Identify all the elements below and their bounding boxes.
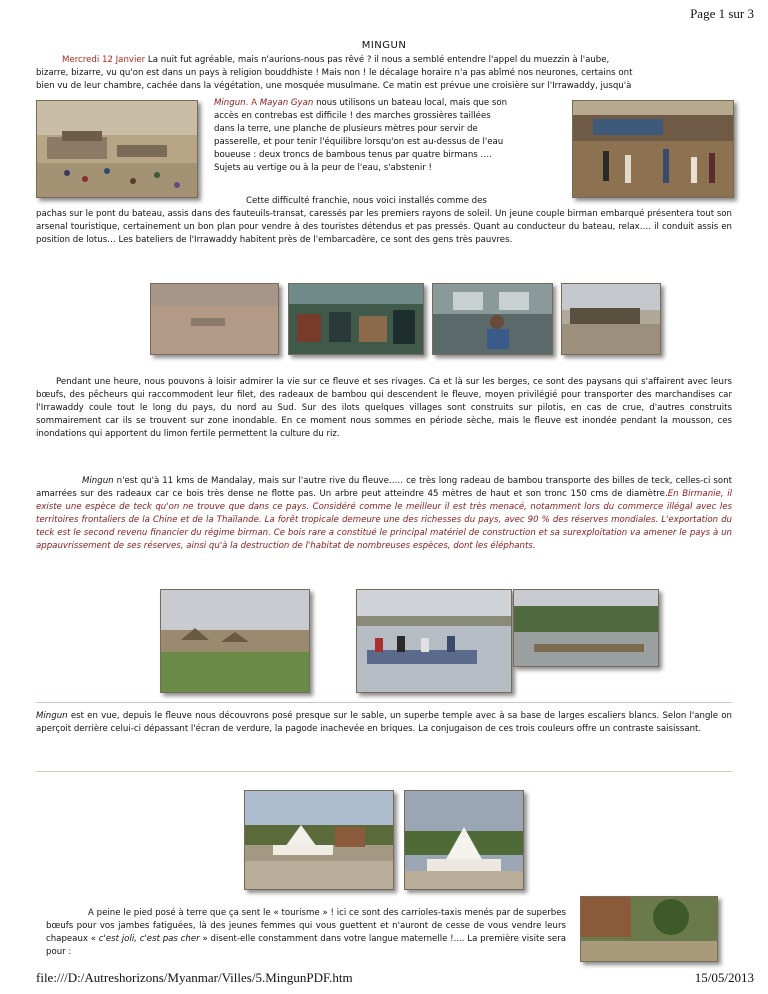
paragraph-temple-view bbox=[36, 710, 732, 736]
footer-file-path: file:///D:/Autreshorizons/Myanmar/Villes/5.MingunPDF.htm bbox=[36, 970, 353, 985]
page-number: Page 1 sur 3 bbox=[690, 6, 754, 21]
paragraph-river-life bbox=[36, 376, 732, 441]
place-name: Mingun bbox=[36, 711, 68, 721]
intro-paragraph bbox=[36, 54, 732, 93]
paragraph-boat-deck bbox=[36, 195, 732, 247]
photo-river-sandbank bbox=[150, 283, 279, 355]
paragraph-teak bbox=[36, 475, 732, 553]
photo-riverbank-boats bbox=[36, 100, 198, 198]
text-line: La nuit fut agréable, mais n'aurions-nous pas rêvé ? il nous a semblé entendre l'appel du muezzin à l'aube, bbox=[145, 55, 610, 65]
photo-tourist-boat bbox=[356, 589, 512, 693]
text-fragment: . A bbox=[245, 98, 260, 108]
paragraph-arrival bbox=[46, 907, 566, 959]
text-fragment: n'est qu'à 11 kms de Mandalay, mais sur l'autre rive du fleuve….. ce très long radeau de bambou transporte des billes de teck, celles-ci sont amarrées sur des radeaux car ce bois très dense ne flotte pas. Un arbre peut atteindre 45 mètres de haut et son tronc 150 cms de diamètre. bbox=[36, 476, 732, 499]
text-fragment: est en vue, depuis le fleuve nous découvrons posé presque sur le sable, un superbe temple avec à sa base de larges escaliers blancs. Selon l'angle on aperçoit derrière celui-ci dépassant l'écran de verdure, la pagode inachevée en briques. La conjugaison de ces trois couleurs offre un contraste saisissant. bbox=[36, 711, 732, 734]
photo-deck-passengers bbox=[288, 283, 424, 355]
text-line: Sujets au vertige ou à la peur de l'eau, s'abstenir ! bbox=[214, 163, 432, 173]
photo-carriage-trees bbox=[580, 896, 718, 962]
place-name: Mayan Gyan bbox=[259, 98, 314, 108]
photo-temple-riverside bbox=[244, 790, 394, 890]
date-label: Mercredi 12 Janvier bbox=[62, 55, 146, 65]
photo-bamboo-raft bbox=[513, 589, 659, 667]
text-line: boueuse : deux troncs de bambous tenus par quatre birmans …. bbox=[214, 150, 492, 160]
text-fragment: A peine le pied posé à terre que ça sent le « tourisme » ! ici ce sont des carrioles-taxis menés par de superbes bœufs pour vos jambes fatiguées, là des jeunes femmes qui vous guettent et n'auront de cesse de vous vendre leurs chapeaux « bbox=[46, 908, 566, 944]
text-line: dans la terre, une planche de plusieurs mètres pour servir de bbox=[214, 124, 478, 134]
text-line: bizarre, bizarre, vu qu'on est dans un pays à religion bouddhiste ! Mais non ! le décalage horaire n'a pas abîmé nos neurones, certains ont bbox=[36, 68, 633, 78]
intro-paragraph-continued bbox=[214, 97, 562, 175]
place-name: Mingun bbox=[214, 98, 246, 108]
text-line: accès en contrebas est difficile ! des marches grossières taillées bbox=[214, 111, 491, 121]
text-block: Pendant une heure, nous pouvons à loisir admirer la vie sur ce fleuve et ses rivages. Ca et là sur les berges, ce sont des paysans qui s'affairent avec leurs bœufs, des pêcheurs qui raccommodent leur filet, des radeaux de bambou qui descendent le fleuve, moyen privilégié pour transporter des marchandises car l'Irrawaddy coule tout le long du pays, du nord au Sud. Sur des ilots quelques villages sont construits sur pilotis, en cas de crue, d'autres construits sommairement car ils se trouvent sur zone inondable. En ce moment nous sommes en période sèche, mais le fleuve est inondée pendant la mousson, ces inondations qui apportent du limon fertile permettent la culture du riz. bbox=[36, 377, 732, 439]
place-name: Mingun bbox=[82, 476, 114, 486]
text-line: passerelle, et pour tenir l'équilibre lorsqu'on est au-dessus de l'eau bbox=[214, 137, 504, 147]
divider bbox=[36, 771, 732, 772]
divider bbox=[36, 702, 732, 703]
quote-text: c'est joli, c'est pas cher bbox=[98, 934, 200, 944]
footer-date: 15/05/2013 bbox=[694, 970, 754, 985]
photo-white-temple bbox=[404, 790, 524, 890]
text-fragment: nous utilisons un bateau local, mais que son bbox=[313, 98, 508, 108]
photo-riverbank-huts bbox=[160, 589, 310, 693]
text-fragment: » disent-elle constamment dans votre langue maternelle !.... La première visite sera pour : bbox=[46, 934, 566, 957]
text-block: pachas sur le pont du bateau, assis dans des fauteuils-transat, caressés par les premiers rayons de soleil. Un jeune couple birman embarqué présentera tout son arsenal touristique, certainement un bon plan pour vendre à des touristes détendus et pas pressés. Quant au conducteur du bateau, relax…. il conduit assis en position de lotus… Les bateliers de l'Irrawaddy habitent près de l'embarcadère, ce sont des gens très pauvres. bbox=[36, 209, 732, 245]
photo-people-boarding bbox=[572, 100, 734, 198]
photo-boat-driver bbox=[432, 283, 553, 355]
page-title: MINGUN bbox=[361, 40, 407, 51]
teak-highlight: En Birmanie, il existe une espèce de teck qu'on ne trouve que dans ce pays. Considéré comme le meilleur il est très menacé, notamment lors du commerce illégal avec les territoires frontaliers de la Chine et de la Thaïlande. La forêt tropicale demeure une des richesses du pays, avec 90 % des réserves mondiales. L'exportation du teck est le second revenu financier du régime birman. Ce bois rare a constitué le principal matériel de construction et sa surexploitation va amener le pays à un appauvrissement de ses réserves, ainsi qu'à la destruction de l'habitat de nombreuses espèces, dont les éléphants. bbox=[36, 489, 732, 551]
text-line: bien vu de leur chambre, cachée dans la végétation, une mosquée musulmane. Ce matin est prévue une croisière sur l'Irrawaddy, jusqu'à bbox=[36, 81, 632, 91]
text-line: Cette difficulté franchie, nous voici installés comme des bbox=[246, 196, 487, 206]
photo-village-stilts bbox=[561, 283, 661, 355]
